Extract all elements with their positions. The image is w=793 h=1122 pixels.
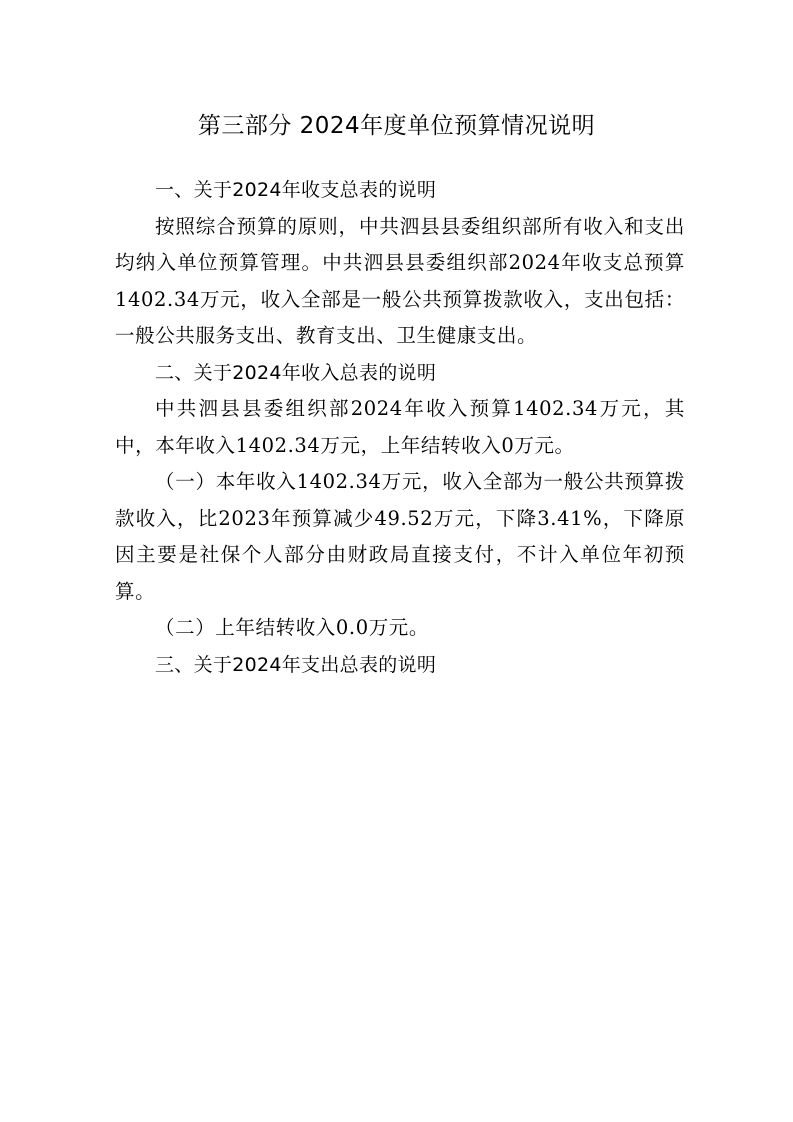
section-heading-1: 一、关于2024年收支总表的说明 (155, 179, 437, 201)
section-2-paragraph-3: （二）上年结转收入0.0万元。 (155, 616, 430, 639)
document-title: 第三部分 2024年度单位预算情况说明 (197, 113, 596, 139)
section-2-paragraph-2: （一）本年收入1402.34万元，收入全部为一般公共预算拨款收入，比2023年预算减少49.52万元，下降3.41%，下降原因主要是社保个人部分由财政局直接支付，不计入单位年初预算。 (115, 470, 685, 603)
section-2-paragraph-1: 中共泗县县委组织部2024年收入预算1402.34万元，其中，本年收入1402.34万元，上年结转收入0万元。 (115, 397, 685, 457)
document-body (115, 172, 685, 683)
section-heading-2: 二、关于2024年收入总表的说明 (155, 361, 437, 384)
section-1-paragraph-1: 按照综合预算的原则，中共泗县县委组织部所有收入和支出均纳入单位预算管理。中共泗县县委组织部2024年收支总预算1402.34万元，收入全部是一般公共预算拨款收入，支出包括：一般公共服务支出、教育支出、卫生健康支出。 (115, 214, 685, 347)
section-heading-3: 三、关于2024年支出总表的说明 (155, 653, 437, 676)
